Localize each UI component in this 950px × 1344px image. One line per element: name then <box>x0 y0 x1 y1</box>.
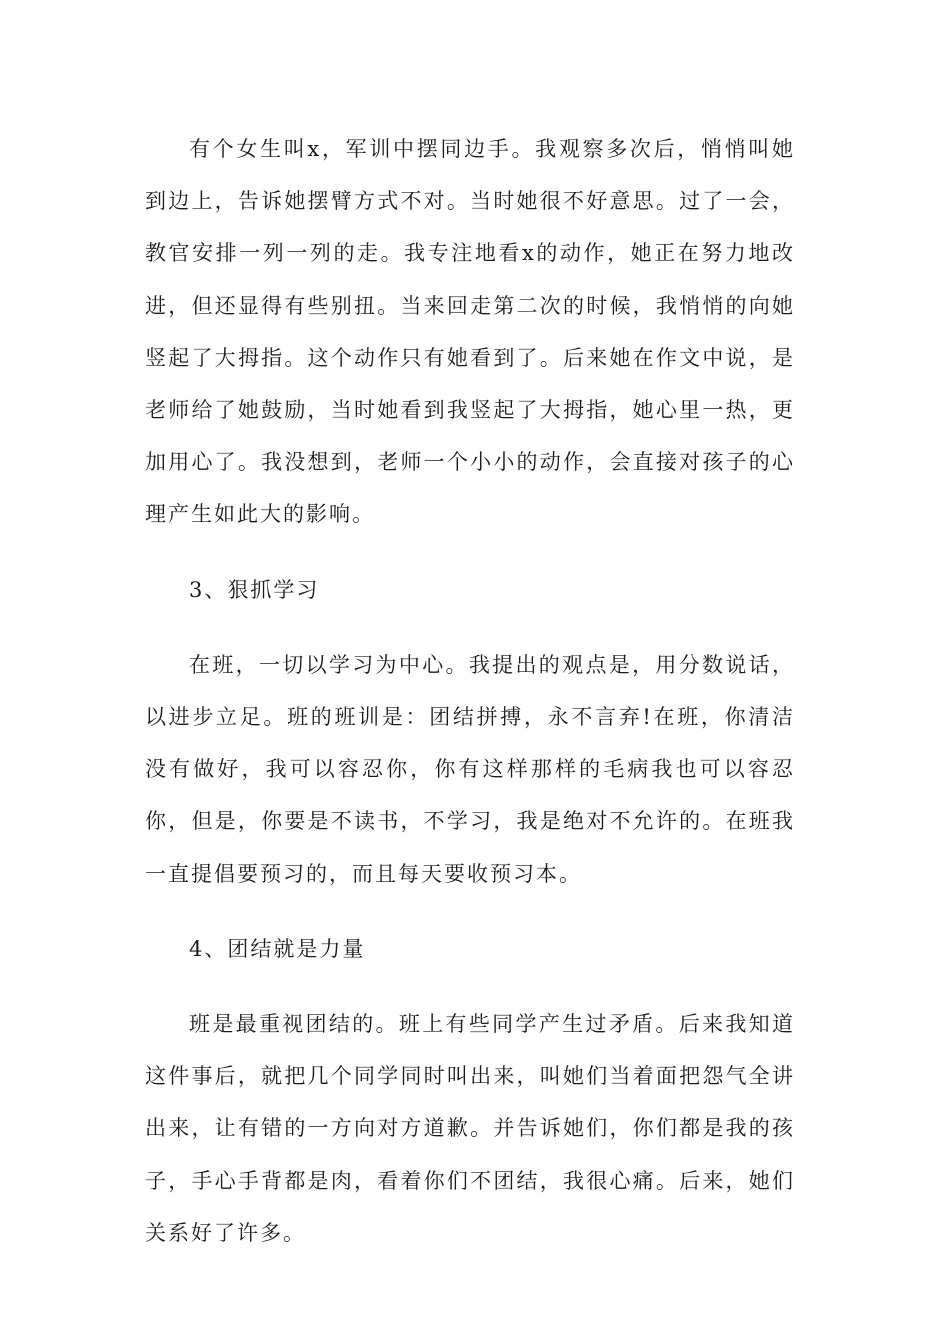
document-page <box>145 123 795 1282</box>
heading-unity: 4、团结就是力量 <box>189 936 366 961</box>
paragraph-study: 在班，一切以学习为中心。我提出的观点是，用分数说话，以进步立足。班的班训是：团结拼搏，永不言弃!在班，你清洁没有做好，我可以容忍你，你有这样那样的毛病我也可以容忍你，但是，你要是不读书，不学习，我是绝对不允许的。在班我一直提倡要预习的，而且每天要收预习本。 <box>145 652 795 886</box>
heading-study: 3、狠抓学习 <box>189 577 320 602</box>
paragraph-military-training: 有个女生叫x，军训中摆同边手。我观察多次后，悄悄叫她到边上，告诉她摆臂方式不对。当时她很不好意思。过了一会，教官安排一列一列的走。我专注地看x的动作，她正在努力地改进，但还显得有些别扭。当来回走第二次的时候，我悄悄的向她竖起了大拇指。这个动作只有她看到了。后来她在作文中说，是老师给了她鼓励，当时她看到我竖起了大拇指，她心里一热，更加用心了。我没想到，老师一个小小的动作，会直接对孩子的心理产生如此大的影响。 <box>145 137 795 527</box>
paragraph-unity: 班是最重视团结的。班上有些同学产生过矛盾。后来我知道这件事后，就把几个同学同时叫出来，叫她们当着面把怨气全讲出来，让有错的一方向对方道歉。并告诉她们，你们都是我的孩子，手心手背都是肉，看着你们不团结，我很心痛。后来，她们关系好了许多。 <box>145 1012 795 1245</box>
